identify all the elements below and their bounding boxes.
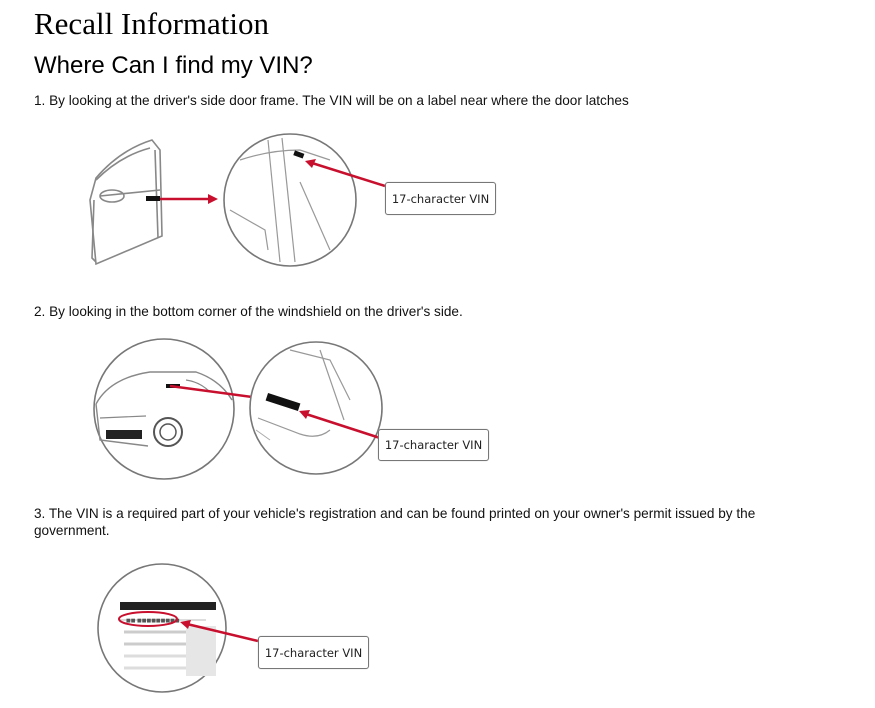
svg-text:■■ ■■■■■■■■■: ■■ ■■■■■■■■■ [126,618,180,624]
page-title: Recall Information [34,6,269,41]
vin-callout-label: 17-character VIN [378,429,489,461]
step-2-text: 2. By looking in the bottom corner of the windshield on the driver's side. [34,304,463,319]
vin-callout-label: 17-character VIN [385,182,496,215]
vin-callout-label: 17-character VIN [258,636,369,669]
page-subtitle: Where Can I find my VIN? [34,52,313,79]
step-3-text: 3. The VIN is a required part of your vehicle's registration and can be found printed on your owner's permit issued by the government. [34,506,756,538]
step-1-text: 1. By looking at the driver's side door frame. The VIN will be on a label near where the door latches [34,93,629,108]
